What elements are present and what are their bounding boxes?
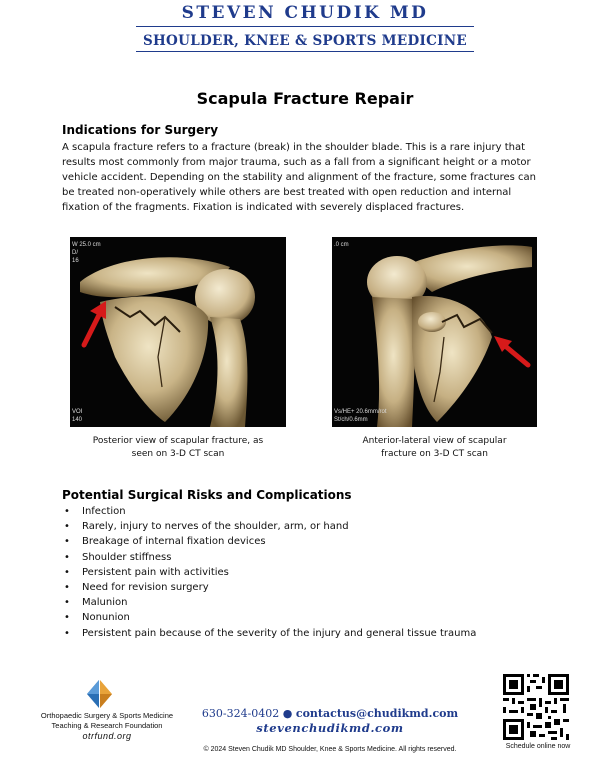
bullet-icon: •	[64, 506, 70, 517]
caption-line: Posterior view of scapular fracture, as	[92, 436, 264, 446]
bullet-icon: •	[64, 521, 70, 533]
foundation-name-line: Teaching & Research Foundation	[51, 720, 163, 730]
foundation-name-line: Orthopaedic Surgery & Sports Medicine	[40, 711, 174, 720]
list-item	[62, 610, 476, 625]
bullet-icon: •	[64, 536, 70, 548]
practice-name: STEVEN CHUDIK MD	[181, 3, 429, 23]
overlay-text: St/ch/0.6mm	[334, 417, 368, 423]
list-item	[62, 595, 476, 610]
bullet-icon: •	[64, 566, 70, 578]
overlay-text: 140	[72, 417, 83, 423]
indications-text: A scapula fracture refers to a fracture (break) in the shoulder blade. This is a rare injury that results most commonly from major trauma, such as a fall from a significant height or a motor vehicle accident. Depending on the stability and alignment of the fracture, some fractures can be treated non-operatively while others are best treated with open reduction and internal fixation of the fragments. Fixation is indicated with severely displaced fractures.	[62, 142, 537, 213]
list-item-text: Rarely, injury to nerves of the shoulder, arm, or hand	[82, 521, 349, 533]
separator-dot-icon: ●	[282, 707, 293, 720]
list-item	[62, 519, 476, 534]
qr-caption: Schedule online now	[505, 743, 571, 750]
list-item-text: Need for revision surgery	[82, 582, 209, 594]
list-item-text: Malunion	[82, 597, 128, 609]
indications-heading: Indications for Surgery	[62, 123, 219, 137]
figure-caption	[332, 435, 537, 461]
bullet-icon: •	[64, 582, 70, 594]
figure-caption	[70, 435, 286, 461]
list-item-text: Persistent pain with activities	[82, 566, 229, 578]
caption-line: Anterior-lateral view of scapular	[362, 436, 507, 446]
ct-scan-anterior-lateral-image	[332, 237, 537, 427]
foundation-logo-icon	[78, 679, 120, 713]
risks-list	[62, 504, 476, 641]
phone-number[interactable]: 630-324-0402	[201, 707, 280, 720]
page-title: Scapula Fracture Repair	[196, 89, 414, 108]
list-item-text: Persistent pain because of the severity of the injury and general tissue trauma	[82, 627, 477, 639]
overlay-text: .0 cm	[334, 242, 349, 248]
list-item	[62, 534, 476, 549]
list-item	[62, 580, 476, 595]
caption-line: seen on 3-D CT scan	[131, 449, 225, 459]
contact-block	[190, 706, 470, 736]
overlay-text: D/	[72, 250, 78, 256]
header-rule-bottom	[136, 51, 474, 52]
caption-line: fracture on 3-D CT scan	[381, 449, 488, 459]
list-item	[62, 565, 476, 580]
risks-heading: Potential Surgical Risks and Complications	[62, 488, 352, 502]
bullet-icon: •	[64, 612, 70, 624]
list-item	[62, 504, 476, 519]
bullet-icon: •	[64, 627, 70, 639]
qr-code-icon[interactable]	[503, 674, 569, 744]
bullet-icon: •	[64, 597, 70, 609]
overlay-text: 16	[72, 258, 79, 264]
overlay-text: Vs/HE+ 20.6mm/rot	[334, 409, 387, 415]
header-rule-top	[136, 26, 474, 27]
list-item	[62, 626, 476, 641]
list-item	[62, 550, 476, 565]
foundation-block	[22, 711, 192, 743]
foundation-link[interactable]: otrfund.org	[82, 731, 132, 741]
practice-subtitle: SHOULDER, KNEE & SPORTS MEDICINE	[142, 33, 468, 49]
bullet-icon: •	[64, 551, 70, 563]
list-item-text: Breakage of internal fixation devices	[82, 536, 266, 548]
copyright-text: © 2024 Steven Chudik MD Shoulder, Knee & Sports Medicine. All rights reserved.	[203, 746, 457, 753]
overlay-text: VOI	[72, 409, 83, 415]
list-item-text: Nonunion	[82, 612, 130, 624]
list-item-text: Infection	[82, 506, 126, 517]
ct-scan-posterior-image	[70, 237, 286, 427]
list-item-text: Shoulder stiffness	[82, 551, 172, 563]
email-link[interactable]: contactus@chudikmd.com	[295, 707, 459, 720]
website-link[interactable]: stevenchudikmd.com	[256, 721, 404, 735]
overlay-text: W 25.0 cm	[72, 242, 101, 248]
